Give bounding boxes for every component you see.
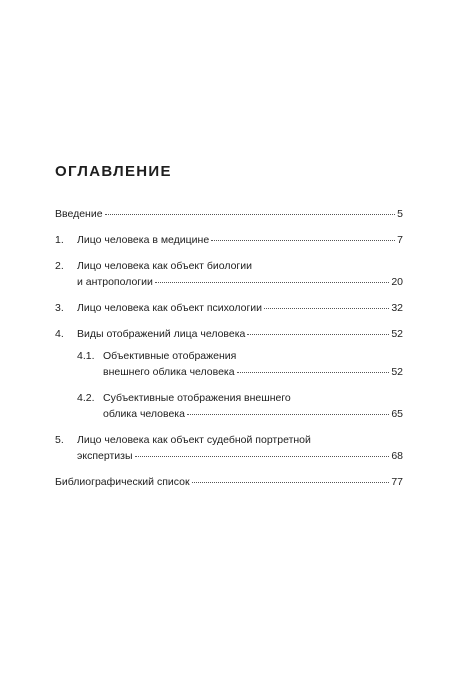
dot-leader: [155, 281, 389, 283]
toc-title: ОГЛАВЛЕНИЕ: [55, 163, 172, 180]
toc-page-number: 68: [391, 450, 403, 462]
dot-leader: [192, 481, 390, 483]
toc-entry-title: внешнего облика человека: [103, 366, 235, 378]
dot-leader: [247, 333, 389, 335]
toc-entry-title: Лицо человека в медицине: [77, 234, 210, 246]
toc-entry-4-2[interactable]: [77, 390, 403, 422]
toc-entry-2[interactable]: [55, 258, 403, 290]
toc-entry-title: и антропологии: [77, 276, 153, 288]
toc-entry-title-line: Объективные отображения: [103, 350, 237, 362]
toc-number: 2.: [55, 260, 64, 272]
toc-page-number: 65: [391, 408, 403, 420]
toc-number: 3.: [55, 302, 64, 314]
toc-entry-title: Введение: [55, 208, 103, 220]
toc-number: 1.: [55, 234, 64, 246]
toc-entry-1[interactable]: [55, 232, 403, 248]
toc-number: 5.: [55, 434, 64, 446]
toc-entry-title: Лицо человека как объект психологии: [77, 302, 263, 314]
toc-entry-introduction[interactable]: [55, 206, 403, 222]
dot-leader: [211, 239, 395, 241]
toc-entry-title: Виды отображений лица человека: [77, 328, 246, 340]
toc-entry-title: облика человека: [103, 408, 185, 420]
toc-page-number: 5: [397, 208, 403, 220]
toc-entry-title-line: Лицо человека как объект судебной портретной: [77, 434, 311, 446]
dot-leader: [264, 307, 389, 309]
toc-page-number: 77: [391, 476, 403, 488]
dot-leader: [105, 213, 396, 215]
toc-number: 4.2.: [77, 392, 95, 404]
dot-leader: [237, 371, 390, 373]
table-of-contents: [55, 206, 403, 490]
toc-entry-3[interactable]: [55, 300, 403, 316]
toc-entry-5[interactable]: [55, 432, 403, 464]
dot-leader: [187, 413, 389, 415]
toc-entry-title-line: Субъективные отображения внешнего: [103, 392, 291, 404]
toc-number: 4.: [55, 328, 64, 340]
toc-page-number: 32: [391, 302, 403, 314]
toc-entry-title: Библиографический список: [55, 476, 190, 488]
toc-page-number: 7: [397, 234, 403, 246]
toc-entry-4-1[interactable]: [77, 348, 403, 380]
toc-entry-4[interactable]: [55, 326, 403, 342]
toc-page-number: 52: [391, 366, 403, 378]
dot-leader: [135, 455, 390, 457]
toc-entry-title-line: Лицо человека как объект биологии: [77, 260, 252, 272]
toc-page-number: 20: [391, 276, 403, 288]
toc-entry-bibliography[interactable]: [55, 474, 403, 490]
toc-number: 4.1.: [77, 350, 95, 362]
toc-entry-title: экспертизы: [77, 450, 133, 462]
toc-page-number: 52: [391, 328, 403, 340]
